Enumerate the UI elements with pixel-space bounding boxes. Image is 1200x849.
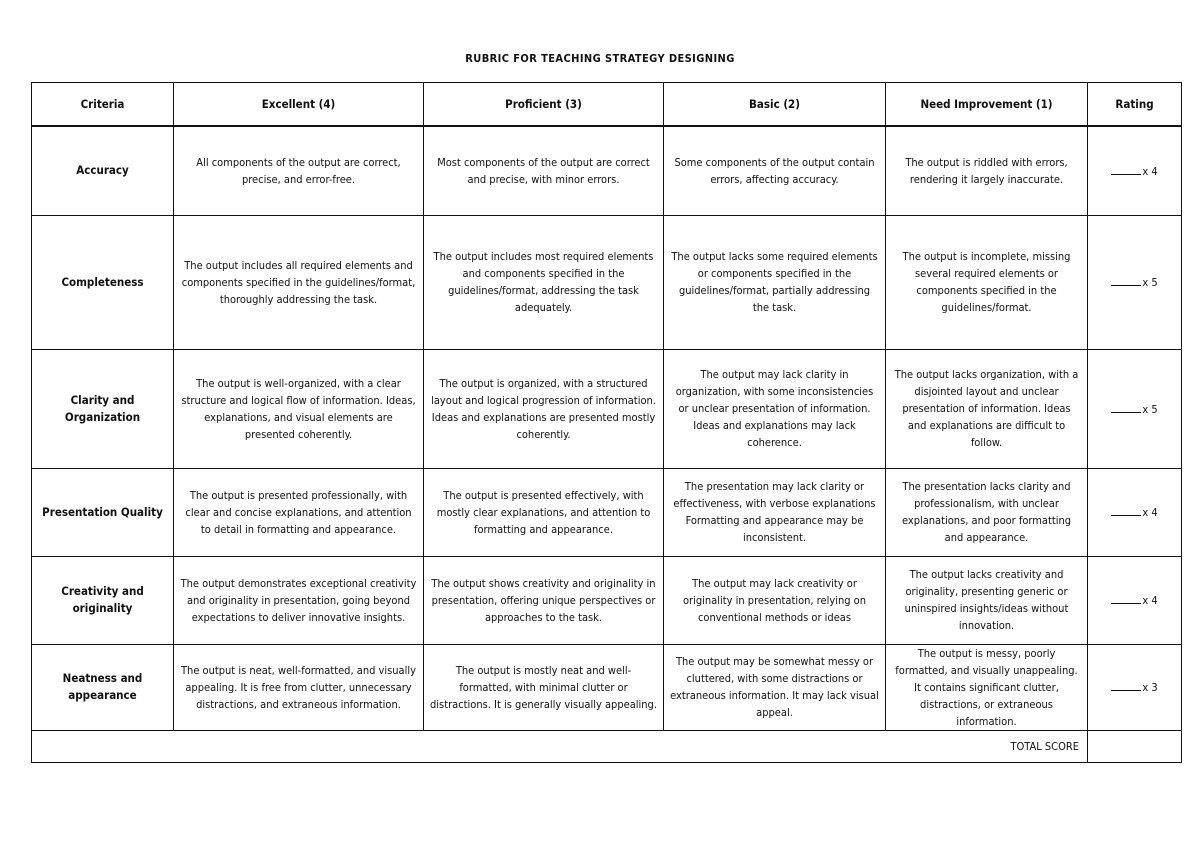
criteria-cell: Neatness and appearance	[32, 644, 174, 730]
need-improvement-cell: The output lacks organization, with a disjointed layout and unclear presentation of information. Ideas and explanations are difficult to follow.	[886, 349, 1088, 468]
basic-cell: The output may be somewhat messy or cluttered, with some distractions or extraneous information. It may lack visual appeal.	[664, 644, 886, 730]
rating-blank[interactable]	[1111, 678, 1141, 691]
need-improvement-cell: The output lacks creativity and originality, presenting generic or uninspired insights/ideas without innovation.	[886, 556, 1088, 644]
rating-multiplier: x 4	[1142, 594, 1158, 607]
page-title: RUBRIC FOR TEACHING STRATEGY DESIGNING	[465, 52, 735, 65]
table-row	[32, 468, 1182, 556]
table-row	[32, 215, 1182, 349]
rating-cell[interactable]	[1088, 126, 1182, 215]
proficient-cell: The output includes most required elements and components specified in the guidelines/format, addressing the task adequately.	[424, 215, 664, 349]
rating-cell[interactable]	[1088, 468, 1182, 556]
need-improvement-cell: The presentation lacks clarity and professionalism, with unclear explanations, and poor formatting and appearance.	[886, 468, 1088, 556]
rating-cell[interactable]	[1088, 644, 1182, 730]
proficient-cell: The output is organized, with a structured layout and logical progression of information. Ideas and explanations are presented mostly coherently.	[424, 349, 664, 468]
header-criteria: Criteria	[32, 83, 174, 127]
table-row	[32, 644, 1182, 730]
rating-multiplier: x 5	[1142, 402, 1158, 416]
header-proficient: Proficient (3)	[424, 83, 664, 127]
rating-multiplier: x 3	[1142, 681, 1158, 694]
criteria-cell: Presentation Quality	[32, 468, 174, 556]
basic-cell: The output lacks some required elements or components specified in the guidelines/format, partially addressing the task.	[664, 215, 886, 349]
header-excellent: Excellent (4)	[174, 83, 424, 127]
criteria-cell: Completeness	[32, 215, 174, 349]
criteria-cell: Creativity and originality	[32, 556, 174, 644]
basic-cell: The presentation may lack clarity or effectiveness, with verbose explanations Formatting and appearance may be inconsistent.	[664, 468, 886, 556]
proficient-cell: The output is mostly neat and well-formatted, with minimal clutter or distractions. It is generally visually appealing.	[424, 644, 664, 730]
rating-multiplier: x 4	[1142, 506, 1158, 519]
need-improvement-cell: The output is riddled with errors, rendering it largely inaccurate.	[886, 126, 1088, 215]
header-basic: Basic (2)	[664, 83, 886, 127]
total-score-cell[interactable]	[1088, 730, 1182, 762]
table-row	[32, 556, 1182, 644]
need-improvement-cell: The output is incomplete, missing several required elements or components specified in the guidelines/format.	[886, 215, 1088, 349]
rating-cell[interactable]	[1088, 556, 1182, 644]
basic-cell: Some components of the output contain errors, affecting accuracy.	[664, 126, 886, 215]
rating-cell[interactable]	[1088, 215, 1182, 349]
proficient-cell: The output shows creativity and originality in presentation, offering unique perspectives or approaches to the task.	[424, 556, 664, 644]
rating-blank[interactable]	[1111, 400, 1141, 413]
table-row	[32, 126, 1182, 215]
basic-cell: The output may lack creativity or originality in presentation, relying on conventional methods or ideas	[664, 556, 886, 644]
excellent-cell: All components of the output are correct, precise, and error-free.	[174, 126, 424, 215]
header-row	[32, 83, 1182, 127]
criteria-cell: Accuracy	[32, 126, 174, 215]
header-need-improvement: Need Improvement (1)	[886, 83, 1088, 127]
rating-cell[interactable]	[1088, 349, 1182, 468]
total-row	[32, 730, 1182, 762]
basic-cell: The output may lack clarity in organization, with some inconsistencies or unclear presentation of information. Ideas and explanations may lack coherence.	[664, 349, 886, 468]
criteria-cell: Clarity and Organization	[32, 349, 174, 468]
excellent-cell: The output is presented professionally, with clear and concise explanations, and attention to detail in formatting and appearance.	[174, 468, 424, 556]
excellent-cell: The output includes all required elements and components specified in the guidelines/format, thoroughly addressing the task.	[174, 215, 424, 349]
proficient-cell: The output is presented effectively, with mostly clear explanations, and attention to formatting and appearance.	[424, 468, 664, 556]
rating-blank[interactable]	[1111, 591, 1141, 604]
rating-blank[interactable]	[1111, 162, 1141, 175]
rating-blank[interactable]	[1111, 273, 1141, 286]
excellent-cell: The output demonstrates exceptional creativity and originality in presentation, going beyond expectations to deliver innovative insights.	[174, 556, 424, 644]
proficient-cell: Most components of the output are correct and precise, with minor errors.	[424, 126, 664, 215]
rating-multiplier: x 4	[1142, 164, 1158, 178]
total-score-label: TOTAL SCORE	[32, 730, 1088, 762]
header-rating: Rating	[1088, 83, 1182, 127]
excellent-cell: The output is well-organized, with a clear structure and logical flow of information. Ideas, explanations, and visual elements are presented coherently.	[174, 349, 424, 468]
table-row	[32, 349, 1182, 468]
need-improvement-cell: The output is messy, poorly formatted, and visually unappealing. It contains significant clutter, distractions, or extraneous information.	[886, 644, 1088, 730]
excellent-cell: The output is neat, well-formatted, and visually appealing. It is free from clutter, unnecessary distractions, and extraneous information.	[174, 644, 424, 730]
rating-blank[interactable]	[1111, 503, 1141, 516]
rubric-table	[31, 82, 1182, 763]
rating-multiplier: x 5	[1142, 276, 1158, 289]
